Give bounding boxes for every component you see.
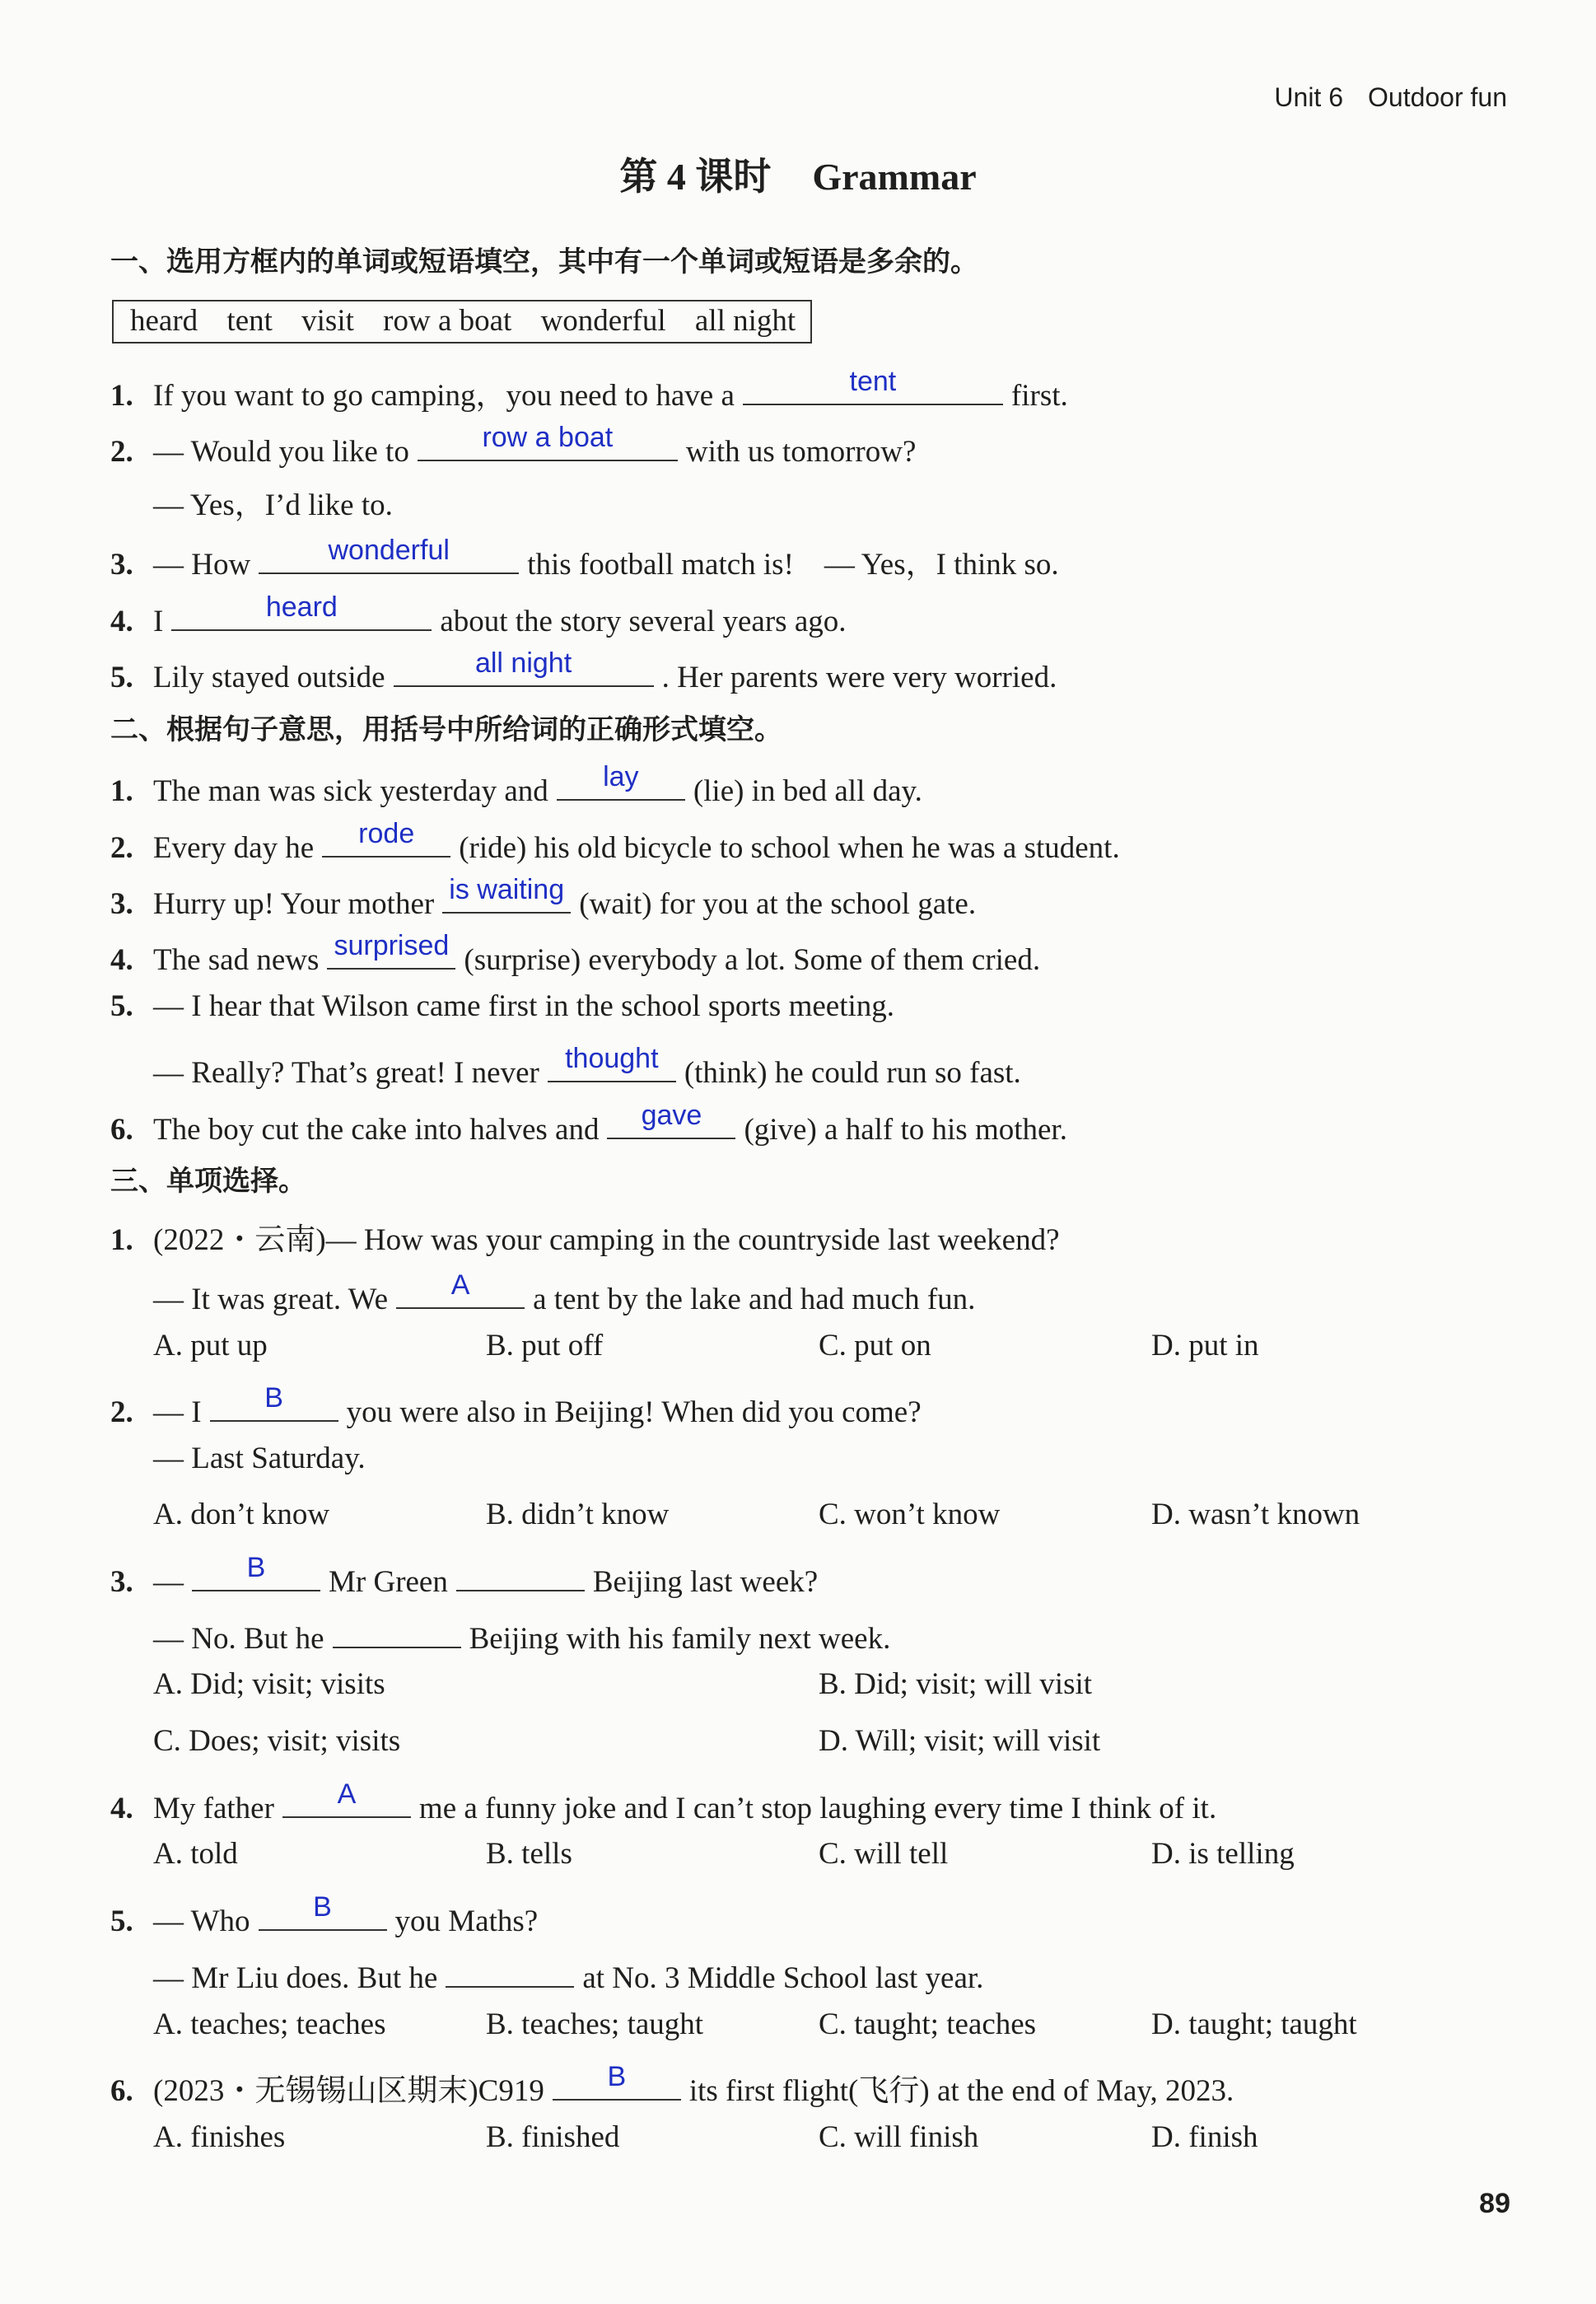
option-a[interactable]: A. don’t know (153, 1498, 330, 1531)
answer-blank[interactable] (210, 1384, 338, 1422)
answer-text: rode (358, 818, 415, 849)
word-box-item: heard (130, 304, 198, 338)
answer-blank[interactable] (548, 1045, 676, 1082)
answer-text: B (607, 2061, 627, 2092)
word-box-item: tent (226, 304, 273, 338)
s3-question-3-line2: — No. But he Beijing with his family next week. (153, 1610, 890, 1657)
answer-blank[interactable] (442, 876, 571, 914)
answer-text: A (337, 1778, 357, 1810)
word-box-item: visit (301, 304, 354, 338)
answer-blank[interactable] (456, 1554, 585, 1591)
answer-text: heard (265, 591, 338, 623)
s3-question-5: 5. — Who B you Maths? (110, 1891, 539, 1938)
section3-heading: 三、单项选择。 (110, 1165, 306, 1198)
answer-blank[interactable] (553, 2063, 681, 2101)
option-b[interactable]: B. teaches; taught (486, 2007, 704, 2041)
option-d[interactable]: D. finish (1151, 2120, 1258, 2154)
answer-text: gave (641, 1100, 702, 1131)
option-d[interactable]: D. Will; visit; will visit (819, 1724, 1101, 1758)
answer-text: tent (849, 366, 897, 397)
option-d[interactable]: D. taught; taught (1151, 2007, 1357, 2041)
word-box (112, 300, 812, 343)
option-b[interactable]: B. tells (486, 1837, 572, 1871)
option-a[interactable]: A. told (153, 1837, 238, 1871)
word-box-item: all night (694, 304, 796, 338)
s3-question-2: 2. — I B you were also in Beijing! When did you come? (110, 1382, 922, 1429)
answer-text: B (246, 1552, 266, 1583)
option-a[interactable]: A. teaches; teaches (153, 2007, 386, 2041)
s3-question-4: 4. My father A me a funny joke and I can’t stop laughing every time I think of it. (110, 1778, 1217, 1825)
s3-question-1: 1. (2022・云南)— How was your camping in the countryside last weekend? (110, 1223, 1060, 1257)
section2-heading: 二、根据句子意思，用括号中所给词的正确形式填空。 (110, 713, 782, 746)
s2-question-1: 1. The man was sick yesterday and lay (lie) in bed all day. (110, 761, 922, 808)
answer-blank[interactable] (396, 1271, 525, 1309)
s2-question-4: 4. The sad news surprised (surprise) everybody a lot. Some of them cried. (110, 930, 1041, 977)
answer-blank[interactable] (192, 1554, 320, 1591)
answer-blank[interactable] (446, 1950, 574, 1988)
s1-question-5: 5. Lily stayed outside all night . Her parents were very worried. (110, 647, 1057, 694)
answer-blank[interactable] (259, 536, 519, 574)
s3-question-5-line2: — Mr Liu does. But he at No. 3 Middle School last year. (153, 1950, 983, 1996)
option-a[interactable]: A. Did; visit; visits (153, 1667, 385, 1701)
s3-question-3: 3. — B Mr Green Beijing last week? (110, 1552, 819, 1599)
option-c[interactable]: C. will tell (819, 1837, 949, 1871)
option-d[interactable]: D. is telling (1151, 1837, 1295, 1871)
s3-question-1-line2: — It was great. We A a tent by the lake and had much fun. (153, 1269, 976, 1316)
option-b[interactable]: B. put off (486, 1329, 604, 1362)
answer-blank[interactable] (333, 1610, 461, 1648)
option-b[interactable]: B. didn’t know (486, 1498, 670, 1531)
option-c[interactable]: C. Does; visit; visits (153, 1724, 401, 1758)
s2-question-2: 2. Every day he rode (ride) his old bicycle to school when he was a student. (110, 818, 1120, 865)
answer-text: lay (603, 761, 639, 792)
s2-question-3: 3. Hurry up! Your mother is waiting (wait) for you at the school gate. (110, 874, 977, 921)
answer-text: B (313, 1891, 332, 1923)
option-d[interactable]: D. wasn’t known (1151, 1498, 1360, 1531)
answer-text: wonderful (328, 535, 450, 566)
answer-blank[interactable] (171, 593, 432, 631)
s2-question-5-reply: — Really? That’s great! I never thought (think) he could run so fast. (153, 1043, 1021, 1090)
s1-question-2: 2. — Would you like to row a boat with us tomorrow? (110, 422, 917, 469)
option-b[interactable]: B. Did; visit; will visit (819, 1667, 1093, 1701)
s2-question-5: 5. — I hear that Wilson came first in the school sports meeting. (110, 989, 895, 1023)
word-box-item: wonderful (540, 304, 666, 338)
page-header (1274, 82, 1507, 113)
option-c[interactable]: C. will finish (819, 2120, 979, 2154)
option-d[interactable]: D. put in (1151, 1329, 1259, 1362)
s3-question-2-line2: — Last Saturday. (153, 1442, 366, 1475)
s1-question-2-reply: — Yes，I’d like to. (153, 488, 393, 522)
answer-text: B (264, 1382, 283, 1414)
answer-text: row a boat (482, 422, 614, 453)
s3-question-6: 6. (2023・无锡锡山区期末)C919 B its first flight(飞行) at the end of May, 2023. (110, 2061, 1234, 2108)
option-c[interactable]: C. taught; teaches (819, 2007, 1037, 2041)
option-c[interactable]: C. put on (819, 1329, 931, 1362)
answer-text: surprised (334, 930, 450, 961)
answer-text: A (450, 1269, 470, 1301)
unit-topic: Outdoor fun (1368, 82, 1507, 112)
s1-question-1: 1. If you want to go camping，you need to have a tent first. (110, 366, 1068, 413)
answer-blank[interactable] (394, 649, 654, 687)
answer-blank[interactable] (282, 1780, 411, 1818)
answer-blank[interactable] (418, 423, 678, 461)
answer-blank[interactable] (557, 763, 685, 801)
answer-text: all night (474, 647, 572, 679)
answer-blank[interactable] (327, 932, 455, 970)
option-a[interactable]: A. put up (153, 1329, 268, 1362)
answer-text: thought (565, 1043, 659, 1074)
s1-question-3: 3. — How wonderful this football match is! — Yes，I think so. (110, 535, 1059, 582)
option-b[interactable]: B. finished (486, 2120, 620, 2154)
page-number: 89 (1479, 2188, 1510, 2219)
answer-blank[interactable] (322, 820, 450, 858)
word-box-item: row a boat (383, 304, 512, 338)
answer-text: is waiting (449, 874, 565, 905)
section1-heading: 一、选用方框内的单词或短语填空，其中有一个单词或短语是多余的。 (110, 245, 978, 278)
s2-question-6: 6. The boy cut the cake into halves and gave (give) a half to his mother. (110, 1100, 1067, 1147)
page-title (0, 147, 1596, 201)
answer-blank[interactable] (607, 1101, 735, 1139)
answer-blank[interactable] (259, 1893, 387, 1931)
unit-label: Unit 6 (1274, 82, 1343, 112)
lesson-name: Grammar (812, 156, 977, 198)
s1-question-4: 4. I heard about the story several years ago. (110, 591, 847, 638)
option-a[interactable]: A. finishes (153, 2120, 286, 2154)
answer-blank[interactable] (743, 367, 1003, 405)
lesson-label: 第 4 课时 (619, 156, 772, 198)
option-c[interactable]: C. won’t know (819, 1498, 1001, 1531)
